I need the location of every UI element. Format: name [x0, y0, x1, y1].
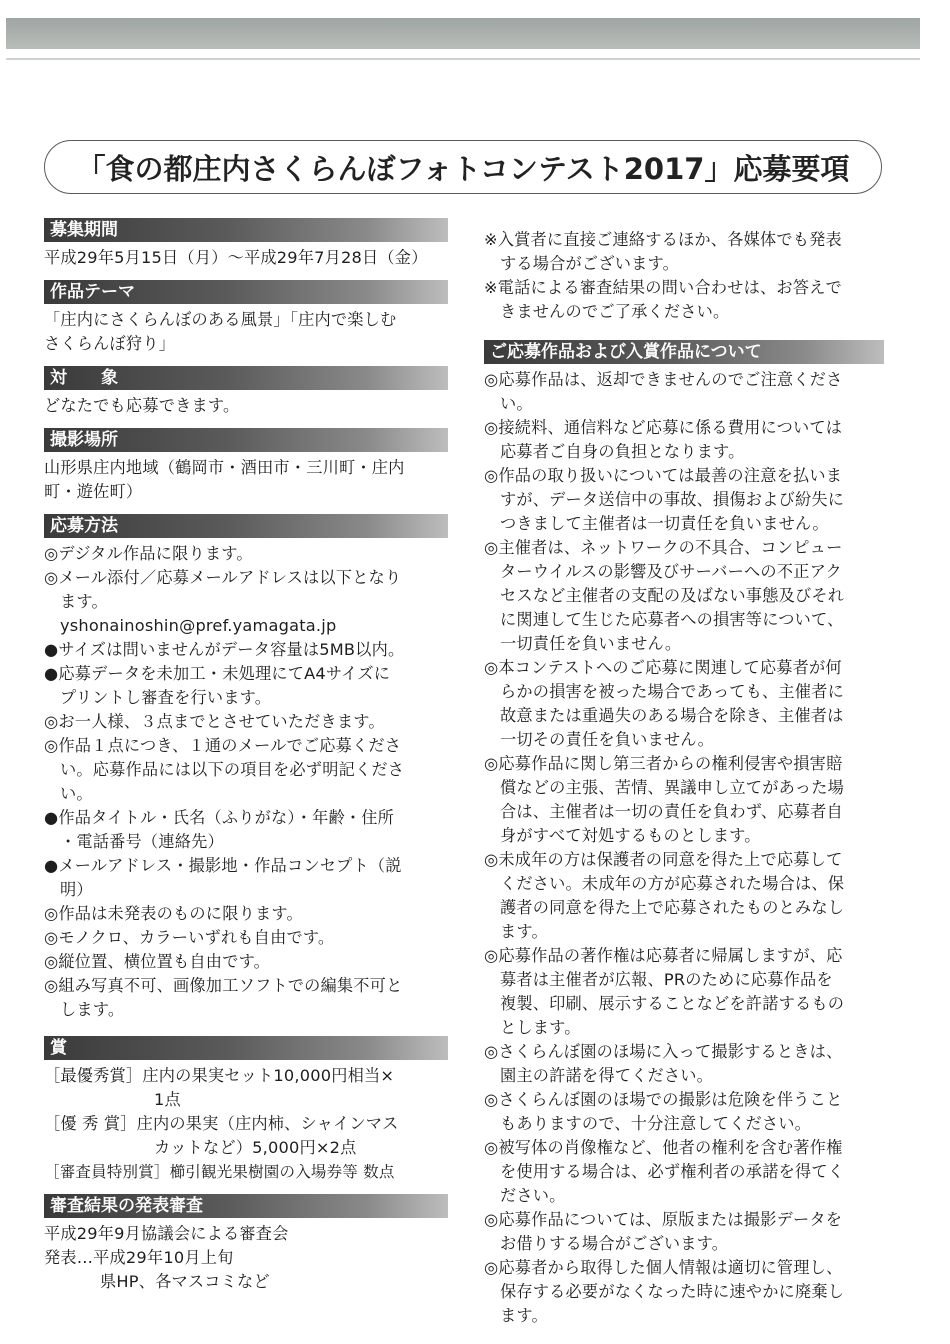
period-text: 平成29年5月15日（月）〜平成29年7月28日（金） [44, 248, 428, 267]
section-heading: 募集期間 [44, 218, 448, 242]
works-line: ◎応募作品の著作権は応募者に帰属しますが、応 [484, 946, 843, 965]
works-line: ◎未成年の方は保護者の同意を得た上で応募して [484, 850, 843, 869]
prize-line: 1点 [154, 1090, 181, 1109]
works-line: 護者の同意を得た上で応募されたものとみなし [500, 898, 845, 917]
method-line: ます。 [60, 592, 108, 611]
works-line: お借りする場合がございます。 [500, 1234, 729, 1253]
works-line: 身がすべて対処するものとします。 [500, 826, 761, 845]
section-result [44, 1194, 448, 1294]
works-line: 複製、印刷、展示することなどを許諾するもの [500, 994, 845, 1013]
section-heading: 撮影場所 [44, 428, 448, 452]
section-prize [44, 1036, 448, 1184]
works-line: ください。未成年の方が応募された場合は、保 [500, 874, 845, 893]
works-line: い。 [500, 394, 533, 413]
method-line: ●サイズは問いませんがデータ容量は5MB以内。 [44, 640, 405, 659]
works-line: とします。 [500, 1018, 581, 1037]
works-line: に関連して生じた応募者への損害等について、 [500, 610, 844, 629]
notes [484, 228, 884, 324]
works-line: 園主の許諾を得てください。 [500, 1066, 714, 1085]
works-line: セスなど主催者の支配の及ばない事態及びそれ [500, 586, 845, 605]
works-line: 保存する必要がなくなった時に速やかに廃棄し [500, 1282, 845, 1301]
works-line: ます。 [500, 922, 548, 941]
works-line: 償などの主張、苦情、異議申し立てがあった場 [500, 778, 844, 797]
section-works [484, 340, 884, 1328]
location-line: 山形県庄内地域（鶴岡市・酒田市・三川町・庄内 [44, 458, 405, 477]
method-line: ◎デジタル作品に限ります。 [44, 544, 253, 563]
prize-line: ［優 秀 賞］庄内の果実（庄内柿、シャインマス [44, 1114, 399, 1133]
works-line: ◎接続料、通信料など応募に係る費用については [484, 418, 843, 437]
works-line: すが、データ送信中の事故、損傷および紛失に [500, 490, 845, 509]
page-title: 「食の都庄内さくらんぼフォトコンテスト2017」応募要項 [44, 140, 882, 194]
method-line: 明） [60, 880, 93, 899]
works-line: ◎さくらんぼ園のほ場に入って撮影するときは、 [484, 1042, 843, 1061]
note-line: ※入賞者に直接ご連絡するほか、各媒体でも発表 [484, 230, 842, 249]
method-line: ●応募データを未加工・未処理にてA4サイズに [44, 664, 391, 683]
works-line: ◎主催者は、ネットワークの不具合、コンピュー [484, 538, 843, 557]
method-line: い。応募作品には以下の項目を必ず明記くださ [60, 760, 405, 779]
theme-line: 「庄内にさくらんぼのある風景」「庄内で楽しむ [44, 310, 397, 329]
works-line: 募者は主催者が広報、PRのために応募作品を [500, 970, 833, 989]
works-line: 一切責任を負いません。 [500, 634, 682, 653]
section-theme [44, 280, 448, 356]
section-heading: 審査結果の発表審査 [44, 1194, 448, 1218]
section-heading: 応募方法 [44, 514, 448, 538]
works-line: を使用する場合は、必ず権利者の承諾を得てく [500, 1162, 845, 1181]
works-line: ◎応募者から取得した個人情報は適切に管理し、 [484, 1258, 843, 1277]
header-rule [6, 58, 920, 60]
works-line: ださい。 [500, 1186, 566, 1205]
section-heading: ご応募作品および入賞作品について [484, 340, 884, 364]
method-line: ◎作品は未発表のものに限ります。 [44, 904, 303, 923]
works-line: 一切その責任を負いません。 [500, 730, 715, 749]
section-heading: 賞 [44, 1036, 448, 1060]
works-line: 応募者ご自身の負担となります。 [500, 442, 745, 461]
works-line: ターウイルスの影響及びサーバーへの不正アク [500, 562, 842, 581]
method-line: い。 [60, 784, 93, 803]
method-line: ◎お一人様、３点までとさせていただきます。 [44, 712, 385, 731]
result-line: 発表…平成29年10月上旬 [44, 1248, 234, 1267]
works-line: 故意または重過失のある場合を除き、主催者は [500, 706, 844, 725]
prize-line: カットなど）5,000円×2点 [154, 1138, 357, 1157]
prize-line: ［審査員特別賞］櫛引観光果樹園の入場券等 数点 [44, 1163, 395, 1181]
target-text: どなたでも応募できます。 [44, 396, 240, 415]
works-line: もありますので、十分注意してください。 [500, 1114, 812, 1133]
works-line: らかの損害を被った場合であっても、主催者に [500, 682, 844, 701]
method-line: ・電話番号（連絡先） [60, 832, 224, 851]
right-column [484, 228, 884, 1328]
left-column [44, 218, 448, 1294]
method-line: ◎作品１点につき、１通のメールでご応募くださ [44, 736, 402, 755]
method-line: ●メールアドレス・撮影地・作品コンセプト（説 [44, 856, 402, 875]
works-line: ◎さくらんぼ園のほ場での撮影は危険を伴うこと [484, 1090, 843, 1109]
works-line: 合は、主催者は一切の責任を負わず、応募者自 [500, 802, 843, 821]
method-line: プリントし審査を行います。 [60, 688, 272, 707]
works-line: ます。 [500, 1306, 548, 1325]
works-line: ◎被写体の肖像権など、他者の権利を含む著作権 [484, 1138, 843, 1157]
note-line: きませんのでご了承ください。 [500, 302, 730, 321]
section-period [44, 218, 448, 270]
result-line: 県HP、各マスコミなど [100, 1272, 270, 1291]
works-line: ◎本コンテストへのご応募に関連して応募者が何 [484, 658, 842, 677]
result-line: 平成29年9月協議会による審査会 [44, 1224, 289, 1243]
works-line: ◎応募作品については、原版または撮影データを [484, 1210, 843, 1229]
email-address: yshonainoshin@pref.yamagata.jp [60, 616, 337, 635]
prize-line: ［最優秀賞］庄内の果実セット10,000円相当× [44, 1066, 395, 1085]
works-line: ◎応募作品は、返却できませんのでご注意くださ [484, 370, 843, 389]
method-line: ◎メール添付／応募メールアドレスは以下となり [44, 568, 402, 587]
method-line: ◎縦位置、横位置も自由です。 [44, 952, 271, 971]
works-line: ◎応募作品に関し第三者からの権利侵害や損害賠 [484, 754, 843, 773]
note-line: ※電話による審査結果の問い合わせは、お答えで [484, 278, 842, 297]
header-band [6, 18, 920, 49]
section-heading: 作品テーマ [44, 280, 448, 304]
method-line: ●作品タイトル・氏名（ふりがな）・年齢・住所 [44, 808, 395, 827]
section-target [44, 366, 448, 418]
theme-line: さくらんぼ狩り」 [44, 334, 176, 353]
method-line: します。 [60, 1000, 125, 1019]
method-line: ◎モノクロ、カラーいずれも自由です。 [44, 928, 335, 947]
works-line: ◎作品の取り扱いについては最善の注意を払いま [484, 466, 843, 485]
section-heading: 対 象 [44, 366, 448, 390]
section-method [44, 514, 448, 1022]
section-location [44, 428, 448, 504]
note-line: する場合がございます。 [500, 254, 679, 273]
location-line: 町・遊佐町） [44, 482, 143, 501]
method-line: ◎組み写真不可、画像加工ソフトでの編集不可と [44, 976, 403, 995]
works-line: つきまして主催者は一切責任を負いません。 [500, 514, 829, 533]
